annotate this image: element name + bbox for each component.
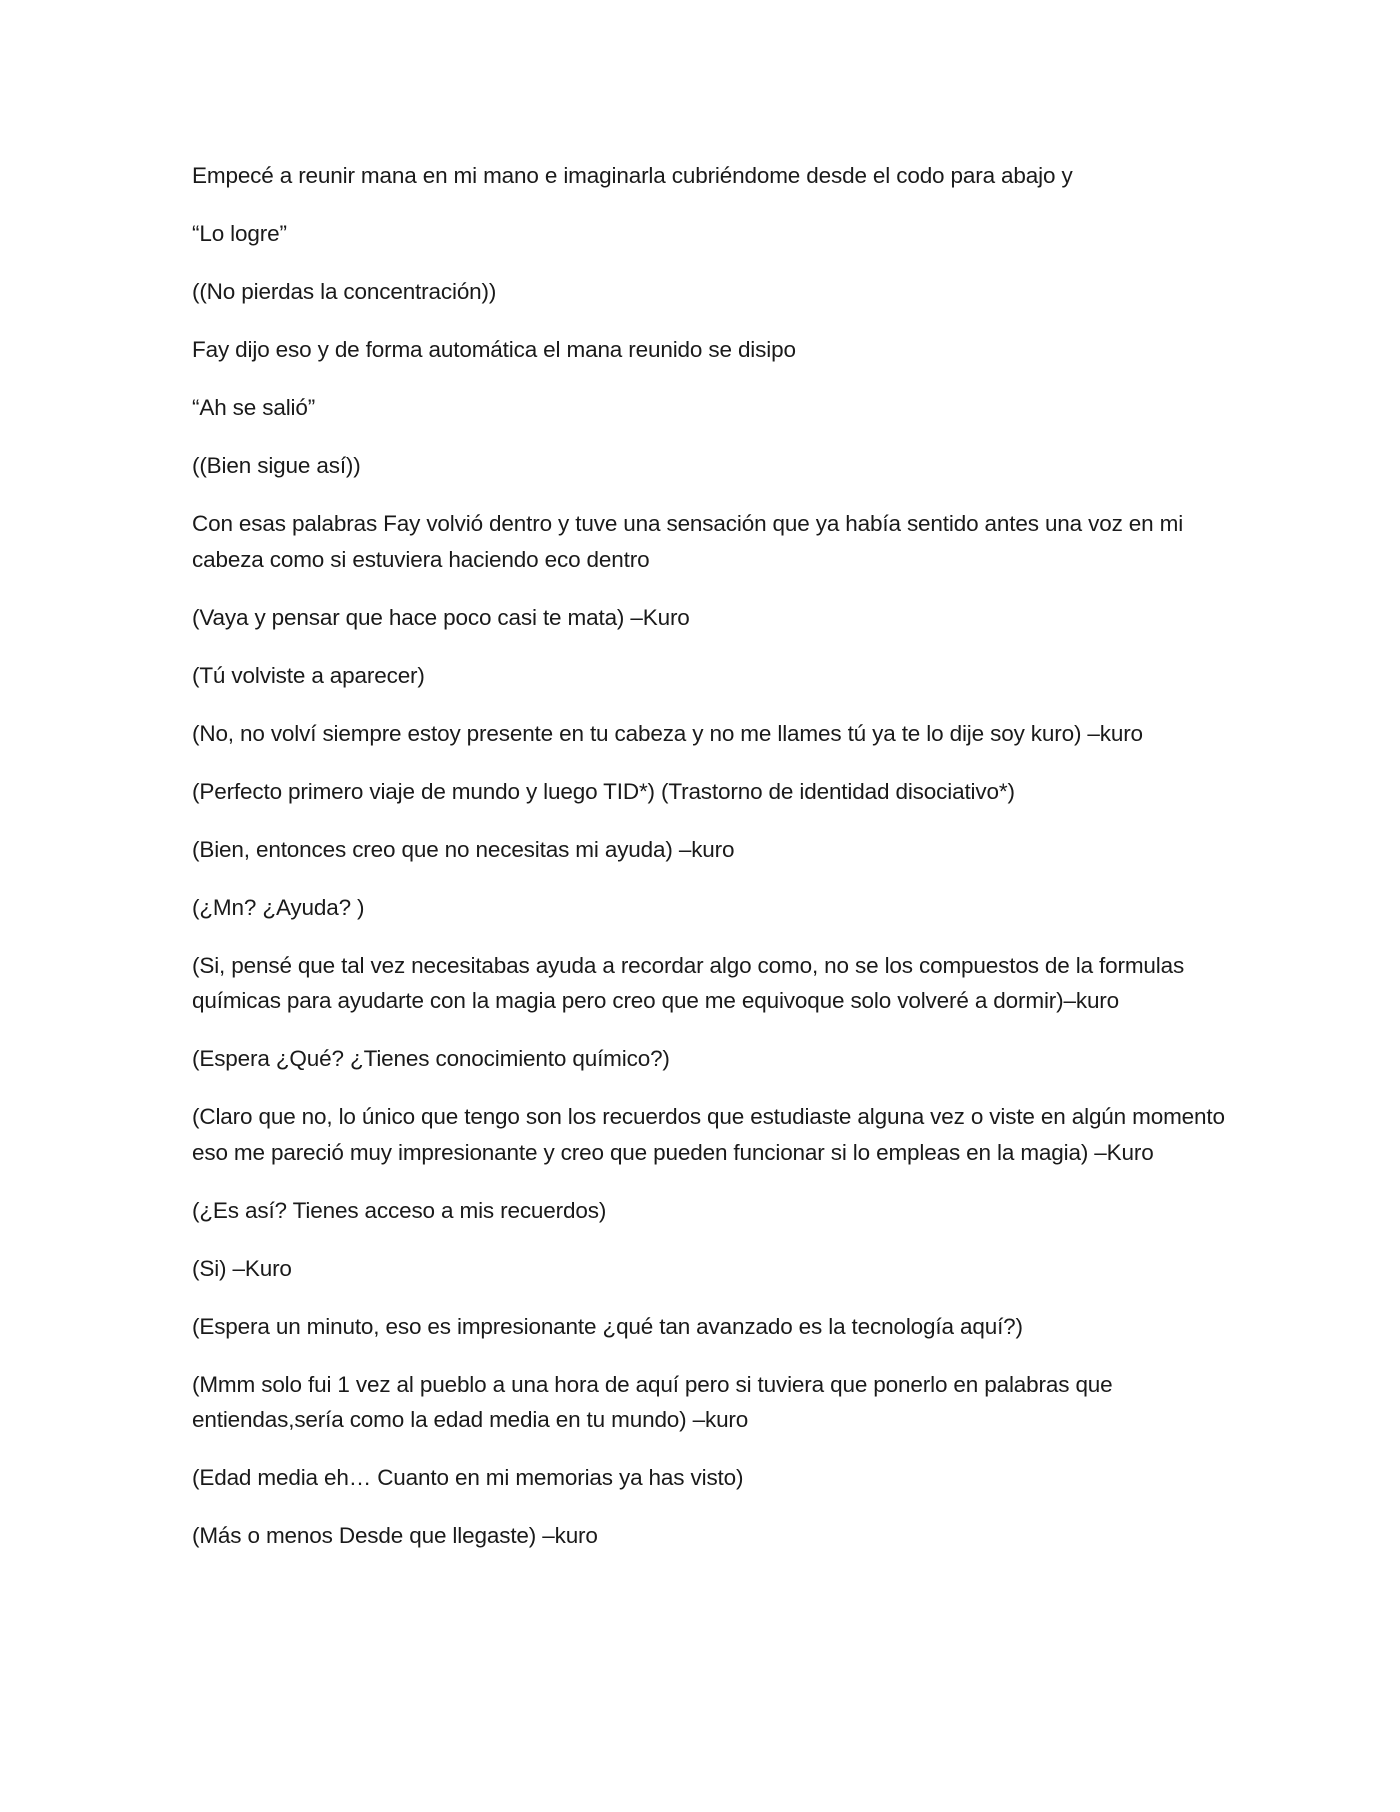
paragraph: “Lo logre” xyxy=(192,221,287,246)
paragraph: (Claro que no, lo único que tengo son los recuerdos que estudiaste alguna vez o viste en algún momento eso me pareció muy impresionante y creo que pueden funcionar si lo empleas en la magia) –Kuro xyxy=(192,1104,1225,1165)
paragraph: (Perfecto primero viaje de mundo y luego TID*) (Trastorno de identidad disociativo*) xyxy=(192,778,1015,804)
paragraph: (Más o menos Desde que llegaste) –kuro xyxy=(192,1523,598,1548)
paragraph: (No, no volví siempre estoy presente en tu cabeza y no me llames tú ya te lo dije soy kuro) –kuro xyxy=(192,720,1143,746)
paragraph: (Espera ¿Qué? ¿Tienes conocimiento químico?) xyxy=(192,1046,670,1071)
paragraph: Fay dijo eso y de forma automática el mana reunido se disipo xyxy=(192,337,796,362)
paragraph: ((No pierdas la concentración)) xyxy=(192,279,497,304)
paragraph: (Si, pensé que tal vez necesitabas ayuda a recordar algo como, no se los compuestos de la formulas químicas para ayudarte con la magia pero creo que me equivoque solo volveré a dormir)–kuro xyxy=(192,952,1185,1013)
paragraph: (Edad media eh… Cuanto en mi memorias ya has visto) xyxy=(192,1465,744,1490)
paragraph: Con esas palabras Fay volvió dentro y tuve una sensación que ya había sentido antes una voz en mi cabeza como si estuviera haciendo eco dentro xyxy=(192,511,1184,572)
paragraph: (Tú volviste a aparecer) xyxy=(192,662,425,688)
paragraph: (¿Es así? Tienes acceso a mis recuerdos) xyxy=(192,1197,607,1223)
paragraph: (Vaya y pensar que hace poco casi te mata) –Kuro xyxy=(192,604,690,630)
paragraph: ((Bien sigue así)) xyxy=(192,453,361,478)
paragraph: (¿Mn? ¿Ayuda? ) xyxy=(192,894,365,920)
paragraph: Empecé a reunir mana en mi mano e imaginarla cubriéndome desde el codo para abajo y xyxy=(192,163,1073,188)
paragraph: (Bien, entonces creo que no necesitas mi ayuda) –kuro xyxy=(192,836,735,862)
paragraph: (Mmm solo fui 1 vez al pueblo a una hora de aquí pero si tuviera que ponerlo en palabras que entiendas,sería como la edad media en tu mundo) –kuro xyxy=(192,1371,1113,1432)
paragraph: “Ah se salió” xyxy=(192,395,316,420)
paragraph: (Espera un minuto, eso es impresionante ¿qué tan avanzado es la tecnología aquí?) xyxy=(192,1313,1023,1339)
paragraph: (Si) –Kuro xyxy=(192,1255,292,1281)
document-body xyxy=(192,158,1232,1576)
